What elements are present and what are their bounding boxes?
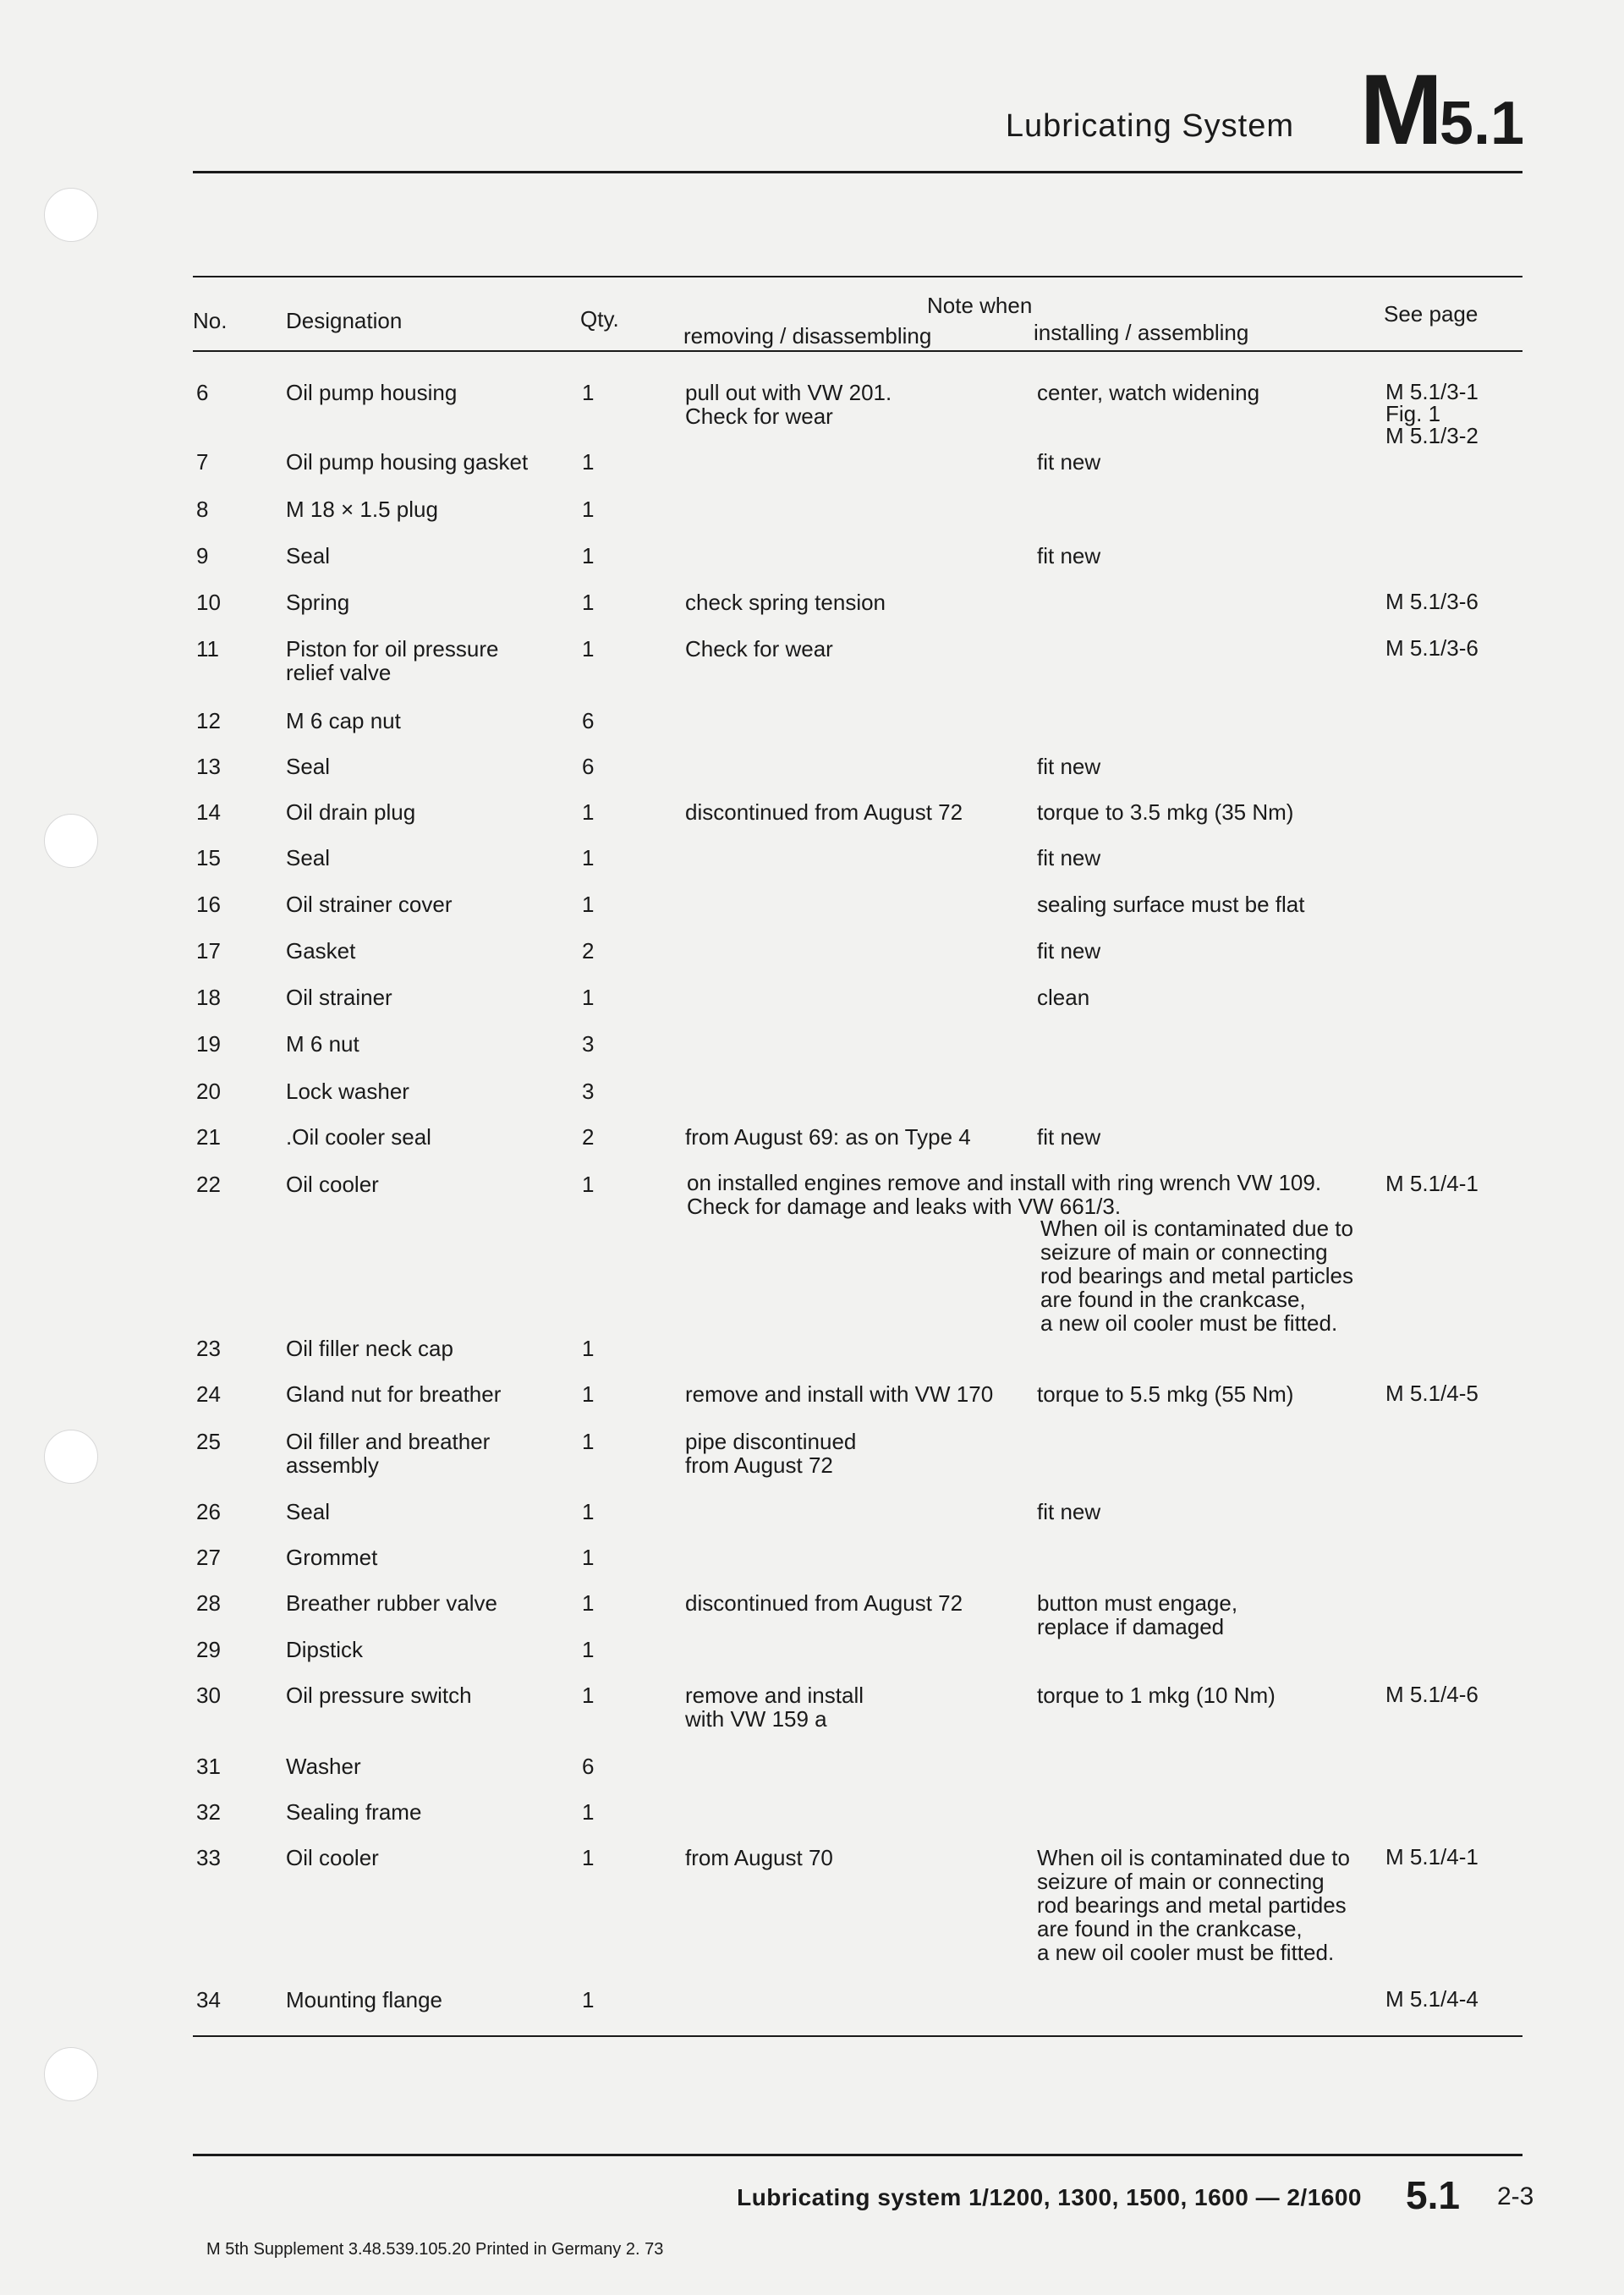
cell-see: M 5.1/4-4	[1385, 1986, 1479, 2012]
cell-no: 11	[196, 636, 219, 662]
cell-installing: fit new	[1037, 1499, 1101, 1524]
cell-qty: 6	[582, 1754, 595, 1779]
cell-no: 9	[196, 543, 209, 568]
cell-designation: Seal	[286, 754, 331, 779]
col-header-designation: Designation	[286, 308, 403, 333]
cell-qty: 1	[582, 1987, 595, 2012]
cell-removing: remove and install with VW 159 a	[685, 1683, 864, 1732]
cell-no: 20	[196, 1079, 221, 1104]
cell-designation: Oil filler and breather assembly	[286, 1429, 491, 1478]
cell-no: 26	[196, 1499, 221, 1524]
cell-see: M 5.1/4-1	[1385, 1844, 1479, 1869]
cell-qty: 1	[582, 1545, 595, 1570]
cell-installing: torque to 1 mkg (10 Nm)	[1037, 1683, 1276, 1708]
cell-designation: Gasket	[286, 938, 356, 964]
cell-no: 22	[196, 1172, 221, 1197]
cell-designation: Oil pressure switch	[286, 1683, 472, 1708]
cell-removing: discontinued from August 72	[685, 799, 963, 825]
table-row	[0, 635, 1624, 685]
cell-installing: fit new	[1037, 938, 1101, 964]
cell-removing: discontinued from August 72	[685, 1590, 963, 1616]
cell-installing: button must engage, replace if damaged	[1037, 1590, 1238, 1639]
table-row	[0, 1500, 1624, 1534]
cell-installing: fit new	[1037, 1124, 1101, 1150]
footer-page-number: 2-3	[1497, 2182, 1534, 2210]
cell-qty: 1	[582, 543, 595, 568]
footer-rule	[193, 2154, 1522, 2156]
cell-designation: Spring	[286, 590, 350, 615]
cell-see: M 5.1/3-6	[1385, 589, 1479, 614]
cell-removing: pull out with VW 201. Check for wear	[685, 380, 892, 429]
table-row	[0, 986, 1624, 1019]
cell-qty: 3	[582, 1079, 595, 1104]
cell-qty: 1	[582, 1637, 595, 1662]
table-row	[0, 939, 1624, 973]
cell-no: 29	[196, 1637, 221, 1662]
cell-removing: check spring tension	[685, 590, 886, 615]
cell-designation: Washer	[286, 1754, 361, 1779]
table-row	[0, 846, 1624, 880]
table-row	[0, 450, 1624, 484]
cell-designation: M 6 cap nut	[286, 708, 401, 733]
cell-no: 31	[196, 1754, 221, 1779]
cell-designation: Dipstick	[286, 1637, 364, 1662]
row22-note: on installed engines remove and install with ring wrench VW 109. Check for damage and leaks with VW 661/3.	[687, 1170, 1322, 1219]
cell-removing: from August 70	[685, 1845, 833, 1870]
cell-designation: Piston for oil pressure relief valve	[286, 636, 499, 685]
table-row	[0, 1638, 1624, 1672]
cell-qty: 1	[582, 1172, 595, 1197]
cell-removing: Check for wear	[685, 636, 833, 662]
cell-designation: Lock washer	[286, 1079, 409, 1104]
cell-no: 8	[196, 497, 209, 522]
cell-no: 14	[196, 799, 221, 825]
cell-removing: from August 69: as on Type 4	[685, 1124, 971, 1150]
cell-no: 6	[196, 380, 209, 405]
punch-hole	[44, 188, 98, 242]
cell-designation: Grommet	[286, 1545, 378, 1570]
cell-no: 12	[196, 708, 221, 733]
col-header-note-when: Note when	[927, 293, 1033, 318]
header-rule	[193, 171, 1522, 173]
section-code-letter: M	[1359, 54, 1440, 166]
table-header-rule	[193, 350, 1522, 352]
cell-qty: 1	[582, 799, 595, 825]
cell-qty: 1	[582, 1429, 595, 1454]
col-header-installing: installing / assembling	[1034, 320, 1249, 345]
table-row	[0, 1590, 1624, 1639]
footer-section: 5.1	[1406, 2173, 1460, 2217]
col-header-no: No.	[193, 308, 228, 333]
cell-no: 24	[196, 1381, 221, 1407]
cell-designation: Mounting flange	[286, 1987, 443, 2012]
table-row	[0, 1125, 1624, 1159]
cell-installing: center, watch widening	[1037, 380, 1260, 405]
cell-no: 17	[196, 938, 221, 964]
cell-no: 10	[196, 590, 221, 615]
cell-qty: 6	[582, 754, 595, 779]
cell-see: M 5.1/4-5	[1385, 1381, 1479, 1406]
cell-no: 23	[196, 1336, 221, 1361]
table-row	[0, 800, 1624, 834]
cell-no: 34	[196, 1987, 221, 2012]
cell-designation: M 6 nut	[286, 1031, 359, 1057]
cell-see: M 5.1/4-1	[1385, 1171, 1479, 1196]
cell-qty: 3	[582, 1031, 595, 1057]
table-row	[0, 709, 1624, 743]
cell-designation: Breather rubber valve	[286, 1590, 498, 1616]
punch-hole	[44, 2047, 98, 2101]
cell-designation: Oil strainer	[286, 985, 392, 1010]
table-row	[0, 497, 1624, 531]
table-row	[0, 1079, 1624, 1113]
cell-designation: Seal	[286, 845, 331, 870]
cell-installing: fit new	[1037, 449, 1101, 475]
table-row	[0, 755, 1624, 788]
cell-no: 27	[196, 1545, 221, 1570]
cell-installing: sealing surface must be flat	[1037, 892, 1305, 917]
cell-qty: 1	[582, 1336, 595, 1361]
cell-no: 15	[196, 845, 221, 870]
row22-contamination-note: When oil is contaminated due to seizure of main or connecting rod bearings and metal particles are found in the crankcase, a new oil cooler must be fitted.	[1040, 1216, 1353, 1336]
cell-designation: Oil cooler	[286, 1845, 379, 1870]
cell-see: M 5.1/4-6	[1385, 1682, 1479, 1707]
table-bottom-rule	[193, 2035, 1522, 2037]
cell-qty: 1	[582, 1381, 595, 1407]
cell-qty: 2	[582, 938, 595, 964]
cell-designation: Gland nut for breather	[286, 1381, 502, 1407]
col-header-qty: Qty.	[580, 306, 619, 332]
cell-designation: M 18 × 1.5 plug	[286, 497, 438, 522]
cell-installing: clean	[1037, 985, 1090, 1010]
cell-designation: Oil drain plug	[286, 799, 416, 825]
cell-designation: Seal	[286, 543, 331, 568]
table-row	[0, 892, 1624, 926]
cell-qty: 1	[582, 1590, 595, 1616]
table-row	[0, 1032, 1624, 1066]
cell-installing: torque to 5.5 mkg (55 Nm)	[1037, 1381, 1294, 1407]
cell-qty: 1	[582, 636, 595, 662]
table-row	[0, 590, 1624, 624]
cell-designation: Oil strainer cover	[286, 892, 453, 917]
cell-qty: 1	[582, 985, 595, 1010]
cell-see: M 5.1/3-1 Fig. 1 M 5.1/3-2	[1385, 379, 1479, 448]
section-title: Lubricating System	[1005, 108, 1294, 144]
cell-no: 32	[196, 1799, 221, 1825]
cell-qty: 1	[582, 497, 595, 522]
cell-no: 21	[196, 1124, 221, 1150]
cell-installing: fit new	[1037, 845, 1101, 870]
cell-qty: 1	[582, 590, 595, 615]
footer-title: Lubricating system 1/1200, 1300, 1500, 1600 — 2/1600	[737, 2184, 1362, 2210]
table-row	[0, 1844, 1624, 1965]
cell-installing: fit new	[1037, 754, 1101, 779]
cell-no: 33	[196, 1845, 221, 1870]
cell-qty: 1	[582, 845, 595, 870]
cell-qty: 1	[582, 1499, 595, 1524]
col-header-see-page: See page	[1384, 301, 1479, 327]
section-code-number: 5.1	[1439, 90, 1524, 157]
cell-qty: 2	[582, 1124, 595, 1150]
cell-qty: 1	[582, 1799, 595, 1825]
cell-no: 28	[196, 1590, 221, 1616]
cell-qty: 1	[582, 1683, 595, 1708]
cell-designation: .Oil cooler seal	[286, 1124, 431, 1150]
imprint-line: M 5th Supplement 3.48.539.105.20 Printed in Germany 2. 73	[206, 2240, 664, 2259]
cell-designation: Oil cooler	[286, 1172, 379, 1197]
col-header-removing: removing / disassembling	[683, 323, 932, 349]
table-row	[0, 1337, 1624, 1370]
table-top-rule	[193, 276, 1522, 277]
cell-removing: remove and install with VW 170	[685, 1381, 994, 1407]
cell-qty: 1	[582, 380, 595, 405]
cell-no: 13	[196, 754, 221, 779]
cell-no: 16	[196, 892, 221, 917]
cell-designation: Oil pump housing	[286, 380, 458, 405]
table-row	[0, 1429, 1624, 1478]
cell-installing: When oil is contaminated due to seizure of main or connecting rod bearings and metal partides are found in the crankcase, a new oil cooler must be fitted.	[1037, 1845, 1350, 1965]
cell-qty: 1	[582, 449, 595, 475]
table-row	[0, 1988, 1624, 2022]
cell-qty: 1	[582, 892, 595, 917]
cell-installing: torque to 3.5 mkg (35 Nm)	[1037, 799, 1294, 825]
table-row	[0, 1382, 1624, 1416]
table-row	[0, 544, 1624, 578]
cell-installing: fit new	[1037, 543, 1101, 568]
section-code	[1360, 52, 1524, 167]
cell-no: 7	[196, 449, 209, 475]
cell-no: 25	[196, 1429, 221, 1454]
cell-no: 19	[196, 1031, 221, 1057]
table-row	[0, 1800, 1624, 1834]
cell-designation: Seal	[286, 1499, 331, 1524]
cell-see: M 5.1/3-6	[1385, 635, 1479, 661]
cell-qty: 6	[582, 708, 595, 733]
table-row	[0, 1546, 1624, 1579]
cell-designation: Sealing frame	[286, 1799, 422, 1825]
table-row	[0, 379, 1624, 448]
table-row	[0, 1682, 1624, 1732]
cell-designation: Oil pump housing gasket	[286, 449, 529, 475]
table-row	[0, 1754, 1624, 1788]
cell-no: 30	[196, 1683, 221, 1708]
cell-qty: 1	[582, 1845, 595, 1870]
cell-removing: pipe discontinued from August 72	[685, 1429, 857, 1478]
cell-designation: Oil filler neck cap	[286, 1336, 453, 1361]
cell-no: 18	[196, 985, 221, 1010]
